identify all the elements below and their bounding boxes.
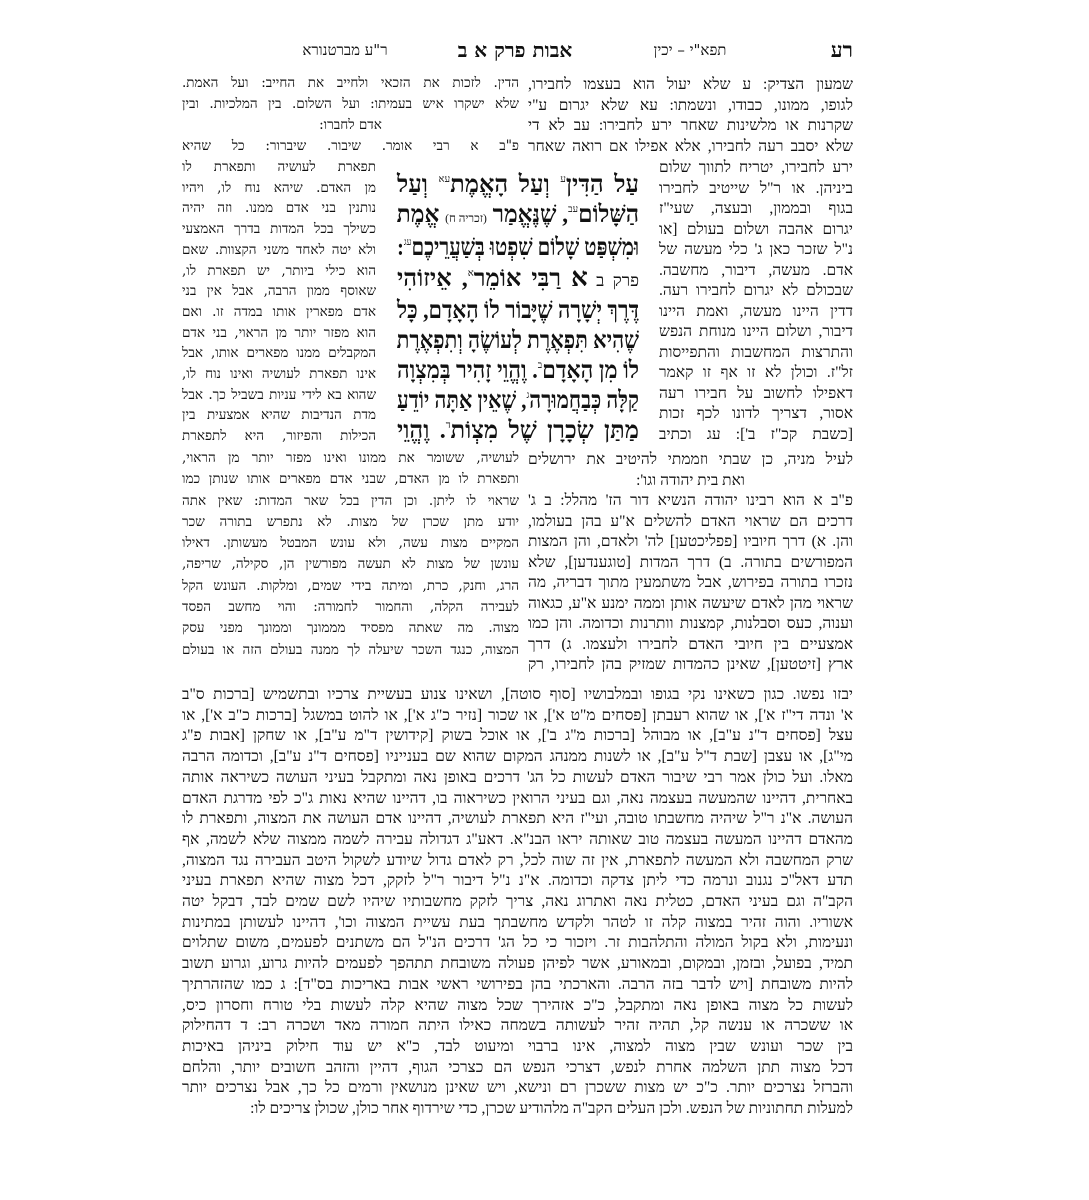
text-line: לעבירה הקלה, והחמור לחמורה: והוי מחשב הפסד (182, 599, 519, 616)
text-line: יודע מתן שכרן של מצות. לא נתפרש בתורה שכר (182, 513, 519, 530)
text-line: העושה. א"נ ר"ל שיהיה מחשבתו טובה, ועי"ז היא תפארת לעושיה, דהיינו אדם העושה את המצוה, ותפארת לו (182, 810, 853, 828)
verse-reference: (זכריה ח) (445, 211, 487, 225)
mishnah-segment: רַבִּי אוֹמֵר (473, 266, 572, 292)
text-line: הוא כילי ביותר, יש תפארת לו, (182, 262, 376, 279)
text-line: שקרנות או מלשינות שאחר ירע לחבירו: עב לא די (528, 117, 853, 134)
mishnah-line (397, 170, 639, 200)
text-line: א' ונדה די"ז א'], או שהוא רעבתן [פסחים מ"ט א'], או שכור [נזיר כ"ג א'], או להוט במשגל [ברכות כ"ב א'], או (182, 706, 853, 724)
text-line: יגרום אהבה ושלום בעולם [או (659, 220, 853, 238)
text-line: תדע דאל"כ נגנוב ונרמה כדי ליתן צדקה וכדומה. א"נ נ"ל דיבור ר"ל לזקק, דכל מצוה שהיא תפארת בעיני (182, 872, 853, 890)
tiferet-yisrael-top (528, 75, 853, 157)
mishnah-text (397, 170, 639, 446)
text-line: וענוה, כעס וסבלנות, קמצנות וותרנות וכדומה. והן כמו (528, 615, 853, 632)
right-commentary-title: תפא"י – יכין (653, 41, 727, 59)
text-line: נזכרו בתורה בפירוש, אבל משתמעין מתוך דבריה, מה (528, 574, 853, 591)
text-line: לגופו, ממונו, כבודו, ונשמתו: עא שלא יגרום ע"י (528, 96, 853, 114)
mishnah-line (397, 263, 639, 296)
text-line: שראוי לו ליתן. וכן הדין בכל שאר המדות: שאין אתה (182, 492, 519, 509)
text-line: או ששכרה או ענשה קל, תהיה זהיר לעשותה בשמחה כאילו היתה חמורה מאד ושכרה רב: ד דהחילוק (182, 1017, 853, 1035)
text-line: שראוי מהן לאדם שיעשה אותן וממה ימנע א"ע, כגאוה (528, 594, 853, 612)
text-line: אינו תפארת לעושיה ואינו נוח לו, (182, 366, 376, 383)
mishnah-segment: קַלָּה כְּבַחֲמוּרָה (529, 388, 639, 414)
tiferet-yisrael-lower (528, 450, 853, 676)
text-line: שמעון הצדיק: ע שלא יעול הוא בעצמו לחבירו, (528, 76, 853, 93)
text-line: שאוסף ממון הרבה, אבל אין בני (182, 283, 376, 300)
text-line: לעיל מניה, כן שבתי וזממתי להיטיב את ירושלים (528, 451, 853, 468)
footnote-marker: עא (438, 174, 451, 185)
mishnah-segment: וּמִשְׁפַּט שָׁלוֹם שִׁפְטוּ בְּשַׁעֲרֵיכֶם (411, 235, 639, 261)
text-line: תמיד, בפועל, ובזמן, ובמקום, ובמאורע, אשר לפיהן פעולה משובחת תתהפך לפעמים להיות גרוע, וגרוע תשוב (182, 955, 853, 973)
text-line: לעושיה, ששומר את ממונו ואינו מפזר יותר מן הראוי, (182, 450, 519, 466)
mishnah-segment: , שֶׁנֶּאֱמַר (486, 202, 569, 228)
footnote-marker: עג (403, 237, 412, 248)
text-line: פ"ב א רבי אומר. שיבור. שיברור: כל שהיא (182, 138, 519, 154)
text-line: הכילות והפיזור, היא לתפארת (182, 428, 376, 445)
footnote-marker: עב (568, 204, 579, 215)
text-line: עצל [פסחים ד"נ ע"ב], או מבוהל [ברכות מ"ג ב'], או אוכל בשוק [קידושין ד"מ ע"ב], או שחקן [אבות פ"ג (182, 727, 853, 745)
text-line: שהוא בא לידי עניות בשביל כך. אבל (182, 386, 376, 403)
mishnah-segment: עַל הַדִּין (565, 172, 639, 198)
text-line: הוא מפזר יותר מן הראוי, בני אדם (182, 324, 376, 341)
text-line: ארץ [זיטטען], שאינן כהמדות שמזיק בהן לחבירו, רק (528, 656, 853, 673)
mishnah-segment: וְעַל (397, 172, 439, 198)
text-line: אמצעיים בין חיובי האדם לחבירו ולעצמו. ג) דרך (528, 635, 853, 653)
text-line: ירע לחבירו, יטריח לתווך שלום (659, 159, 853, 176)
text-line: והברזל נצרכים יותר. כ"כ יש מצות ששכרן רם ונישא, ויש שאינן מנושאין ורמים כל כך, אבל נצרכים יותר (182, 1079, 853, 1097)
text-line: המקיים מצות עשה, ולא עונש המבטל מעשותן. דאילו (182, 535, 519, 552)
text-line: שבכולם לא יגרום לחבירו רעה. (659, 282, 853, 299)
text-line: מהאדם דהיינו המעשה בעצמה טוב שאותה יראו הבנ"א. דאע"ג דגדולה עבירה לשמה ממצוה שלא לשמה, אף (182, 830, 853, 848)
footnote-marker: א (467, 268, 474, 279)
mishnah-line (397, 356, 639, 386)
bartenura-lower (182, 448, 519, 661)
mishnah-segment: : (397, 235, 404, 261)
mishnah-line (397, 233, 639, 263)
mishnah-line (397, 200, 639, 233)
text-line: ונעימות, ולא בקול המולה והתלהבות זר. ויזכור כי כל הג' דרכים הנ"ל הם משתנים לפעמים, משום שתלוים (182, 934, 853, 952)
text-line: בין שכר ועונש שבין מצוה למצוה, אינו ברבוי ומיעוט לבד, כ"א יש עוד חילוק ביניהן באיכות (182, 1037, 853, 1055)
tiferet-yisrael-narrow (659, 158, 853, 445)
text-line: ותפארת לו מן האדם, שבני אדם מפארים אותו שנותן כמו (182, 471, 519, 488)
mishnah-segment: מַתַּן שְׂכָרָן שֶׁל מִצְוֹת (450, 418, 639, 444)
text-line: ולא יטה לאחד משני הקצוות. שאם (182, 241, 376, 258)
mishnah-line (397, 296, 639, 326)
text-line: יבזו נפשו. כגון כשאינו נקי בגופו ובמלבושיו [סוף סוטה], ושאינו צנוע בעשיית צרכיו ובתשמיש [ברכות ס"ב (182, 686, 853, 703)
text-line: עונשן של מצות לא תעשה מפורשין הן, סקילה, שריפה, (182, 556, 519, 573)
text-line: [כשבת קכ"ז ב']: עג וכתיב (659, 425, 853, 443)
text-line: מדת הנדיבות שהיא אמצעית בין (182, 407, 376, 424)
mishnah-segment: , אֵיזוֹהִי (397, 266, 468, 292)
tractate-chapter-title: אבות פרק א ב (457, 38, 573, 62)
bartenura-narrow (182, 157, 376, 447)
mishnah-segment: , שֶׁאֵין אַתָּה יוֹדֵעַ (397, 388, 527, 414)
mishnah-line (397, 326, 639, 356)
text-line: אדם. מעשה, דיבור, מחשבה. (659, 261, 853, 279)
text-line: הדין. לזכות את הזכאי ולחייב את החייב: ועל האמת. (182, 75, 519, 91)
text-line: דאפילו לחשוב על חבירו רעה (659, 384, 853, 402)
text-line: אשוריו. והוה זהיר במצוה קלה זו לטהר ולקדש מחשבתך בעת עשיית המצוה וכו', דהיינו לעשותן במתינות (182, 913, 853, 931)
text-line: אדם לחברו: (319, 117, 382, 133)
mishnah-segment: דֶּרֶךְ יְשָׁרָה שֶׁיָּבוֹר לוֹ הָאָדָם, כָּל (397, 298, 639, 324)
mishnah-segment: וְעַל הָאֱמֶת (450, 172, 561, 198)
text-line: באחרית, דהיינו שהמעשה בעצמה נאה, וגם בעיני הרואין כשיראוה בו, דהיינו שהיא נאות ג"כ לפי מדרגת האדם (182, 789, 853, 807)
mishnah-segment: אֱמֶת (396, 202, 446, 228)
text-line: להיות משובחת [ויש לדבר בזה הרבה. והארכתי בהן בפירושי ראשי אבות באריכות בס"ד]: ג כמו שהזהרתיך (182, 975, 853, 993)
bartenura-top (182, 73, 519, 157)
text-line: הקב"ה וגם בעיני האדם, כטלית נאה ואתרוג נאה, צריך לזקק מחשבותיו שיהיו לשם שמים לבד, דבקל יטה (182, 893, 853, 911)
text-line: שלא ישקרו איש בעמיתו: ועל השלום. בין המלכיות. ובין (182, 96, 519, 112)
text-line: ואת בית יהודה וגו': (636, 471, 745, 489)
text-line: מי"ג], או עצבן [שבת ד"ל ע"ב], או לשנות ממנהג המקום שהוא שם בענייניו [פסחים ד"נ ע"ב], וכדומה הרבה (182, 748, 853, 766)
mishnah-segment: פרק ב (587, 271, 639, 290)
text-line: אסור, דצריך לדונו לכף זכות (659, 405, 853, 422)
mishnah-segment: א (571, 263, 588, 292)
text-line: זל"ז. וכולן לא זו אף זו קאמר (659, 364, 853, 381)
mishnah-segment: . וֶהֱוֵי זָהִיר בְּמִצְוָה (397, 358, 538, 384)
footnote-marker: ב (537, 360, 543, 371)
tiferet-yisrael-full-width (182, 685, 853, 1120)
text-line: המצוה, כנגד השכר שיעלה לך ממנה בעולם הזה או בעולם (182, 641, 519, 658)
text-line: המקבלים ממנו מפארים אותו, אבל (182, 345, 376, 362)
footnote-marker: ע (560, 174, 566, 185)
text-line: ביניהן. או ר"ל שייטיב לחבירו (659, 179, 853, 197)
text-line: למעלות תחתוניות של הנפש. ולכן העלים הקב"ה מלהודיע שכרן, כדי שירדוף אחר כולן, שכולן צריכים לו: (250, 1100, 853, 1118)
footnote-marker: ד (445, 420, 451, 431)
text-line: מאלו. ועל כולן אמר רבי שיבור האדם לעשות כל הג' דרכים באופן נאה ומתקבל בעיני העושה כשיראה אותה (182, 768, 853, 786)
text-line: תפארת לעושיה ותפארת לו (182, 159, 376, 175)
text-line: נ"ל שזכר כאן ג' כלי מעשה של (659, 241, 853, 258)
text-line: לעשות כל מצוה באופן נאה ומתקבל, כ"כ אזהירך שכל מצוה שהיא קלה לעשות בלי טורח וחסרון כיס, (182, 996, 853, 1014)
text-line: דרכים הם שראוי האדם להשלים א"ע בהן בעולמו, (528, 512, 853, 530)
text-line: דכל מצוה תתן השלמה אחרת לנפש, דצרכי הנפש הם כצרכי הגוף, דהיין והזהב חשובים יותר, והלחם (182, 1058, 853, 1076)
text-line: דיבור, ושלום היינו מנוחת הנפש (659, 323, 853, 340)
page-number: רע (830, 37, 853, 62)
text-line: מן האדם. שיהא נוח לו, ויהיו (182, 179, 376, 196)
text-line: כשילך בכל המדות בדרך האמצעי (182, 221, 376, 238)
mishnah-segment: . וֶהֱוֵי (397, 418, 446, 444)
text-line: דדין היינו מעשה, ואמת היינו (659, 302, 853, 320)
text-line: אדם מפארין אותו במדה זו. ואם (182, 303, 376, 320)
text-line: פ"ב א הוא רבינו יהודה הנשיא דור הז' מהלל: ב ג' (528, 492, 853, 509)
mishnah-line (397, 386, 639, 416)
text-line: נותנין בני אדם ממנו. וזה יהיה (182, 200, 376, 217)
text-line: הרג, וחנק, כרת, ומיתה בידי שמים, ומלקות. העונש הקל (182, 577, 519, 594)
mishnah-line (397, 416, 639, 446)
footnote-marker: ג (526, 390, 530, 401)
mishnah-segment: שֶׁהִיא תִּפְאֶרֶת לְעוֹשֶׂהָ וְתִפְאֶרֶת (396, 328, 639, 354)
text-line: שלא יסבב רעה לחבירו, אלא אפילו אם רואה שאחר (528, 137, 853, 155)
text-line: בגוף ובממון, ובעצה, שעי"ז (659, 200, 853, 217)
text-line: המפורשים בתורה. ב) דרך המדות [טוגענדען], שלא (528, 553, 853, 571)
left-commentary-title: ר"ע מברטנורא (302, 41, 388, 59)
mishnah-segment: לוֹ מִן הָאָדָם (542, 358, 639, 384)
text-line: מצוה. מה שאתה מפסיד מממונך וממונך מפני עסק (182, 620, 519, 637)
text-line: והן. א) דרך חיוביו [פפליכטען] לה' ולאדם, והן המצות (528, 533, 853, 550)
mishnah-segment: הַשָּׁלוֹם (578, 202, 639, 228)
text-line: שרק המחשבה ולא המעשה לתפארת, אין זה שוה לכל, רק לאדם גדול שיודע לשקול היטב העבירה נגד המצוה, (182, 851, 853, 869)
text-line: והתרצות המחשבות והתפייסות (659, 343, 853, 361)
